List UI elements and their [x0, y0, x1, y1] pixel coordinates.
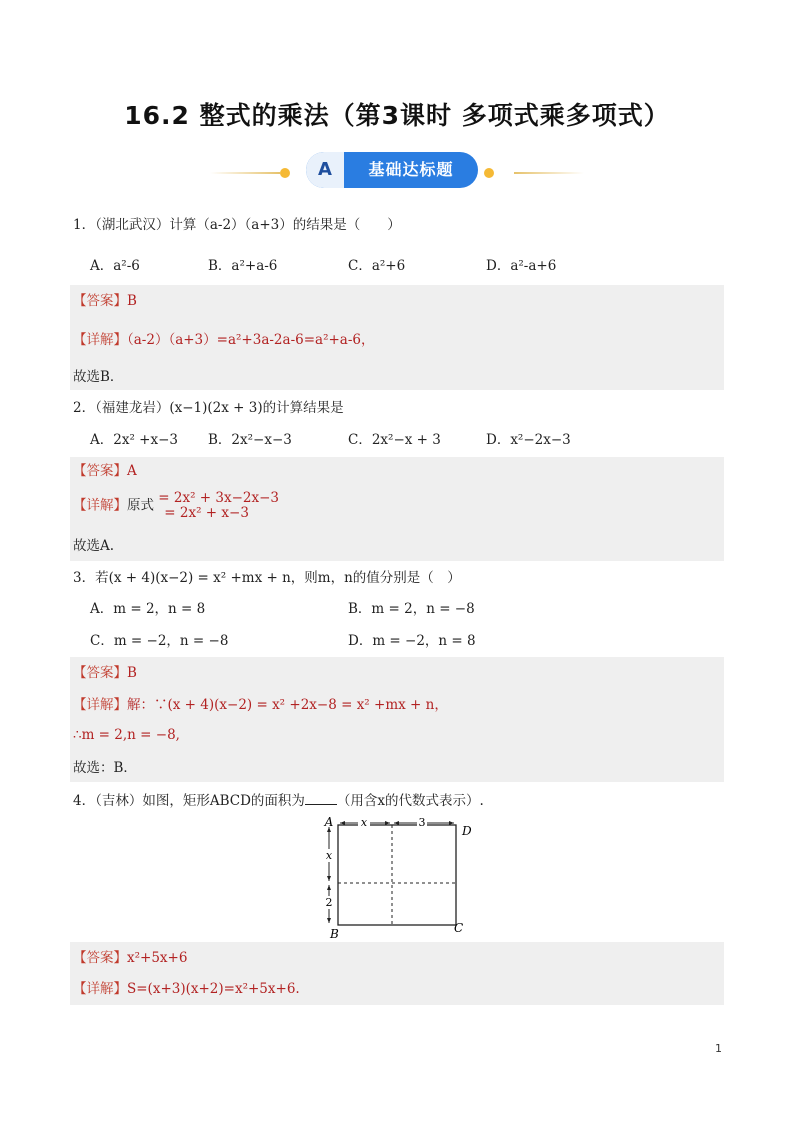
q2-detail-line2: = 2x² + x−3	[164, 505, 249, 521]
q1-option-b: B．a²+a-6	[208, 258, 278, 274]
answer-tag: 【答案】	[73, 293, 127, 309]
rect-outline	[338, 825, 456, 925]
q3-option-b: B．m = 2，n = −8	[348, 601, 475, 617]
corner-d-label: D	[462, 824, 472, 838]
answer-tag: 【答案】	[73, 950, 127, 966]
q2-answer: A	[127, 463, 137, 479]
corner-b-label: B	[330, 927, 339, 941]
q3-answer: B	[127, 665, 137, 681]
q4-detail: S=(x+3)(x+2)=x²+5x+6.	[127, 981, 300, 997]
detail-tag: 【详解】	[73, 981, 127, 997]
banner-line-right	[514, 172, 584, 174]
arrowhead	[327, 918, 331, 923]
banner-line-left	[210, 172, 280, 174]
rectangle-figure	[320, 815, 480, 945]
corner-a-label: A	[324, 815, 334, 829]
detail-tag: 【详解】	[73, 332, 127, 348]
q1-option-a: A．a²-6	[90, 258, 140, 274]
arrowhead	[327, 876, 331, 881]
page-title: 16.2 整式的乘法（第3课时 多项式乘多项式）	[124, 101, 670, 130]
q3-detail-2: ∴m = 2,n = −8,	[73, 727, 180, 743]
detail-tag: 【详解】	[73, 697, 127, 713]
section-letter: A	[306, 152, 344, 188]
answer-tag: 【答案】	[73, 665, 127, 681]
q3-option-c: C．m = −2，n = −8	[90, 633, 229, 649]
q1-detail: （a-2）（a+3）=a²+3a-2a-6=a²+a-6，	[127, 332, 375, 348]
q3-detail: 解：∵(x + 4)(x−2) = x² +2x−8 = x² +mx + n，	[127, 697, 448, 713]
banner-dot-left	[280, 168, 290, 178]
q1-conclusion: 故选B．	[73, 369, 124, 385]
q2-option-a: A．2x² +x−3	[90, 432, 178, 448]
q4-stem-a: 4．（吉林）如图，矩形ABCD的面积为	[73, 793, 305, 809]
q4-answer: x²+5x+6	[127, 950, 188, 966]
q3-conclusion: 故选：B．	[73, 760, 137, 776]
q3-option-d: D．m = −2，n = 8	[348, 633, 476, 649]
q2-option-d: D．x²−2x−3	[486, 432, 571, 448]
q1-answer-box	[70, 285, 724, 390]
question-1-stem: 1．（湖北武汉）计算（a-2）（a+3）的结果是（ ）	[73, 217, 401, 233]
arrowhead	[327, 885, 331, 890]
q2-detail-line1: = 2x² + 3x−2x−3	[158, 490, 280, 506]
question-4-stem	[73, 790, 484, 811]
q2-detail-prefix: 原式	[127, 497, 154, 514]
section-pill	[306, 152, 478, 188]
q2-detail-stack	[158, 491, 279, 521]
left-x-label: x	[325, 849, 333, 862]
corner-c-label: C	[454, 921, 464, 935]
top-x-label: x	[360, 816, 368, 829]
answer-tag: 【答案】	[73, 463, 127, 479]
q1-answer: B	[127, 293, 137, 309]
q4-answer-box	[70, 942, 724, 1005]
page-number: 1	[715, 1042, 722, 1055]
q3-answer-box	[70, 657, 724, 782]
detail-tag: 【详解】	[73, 497, 127, 514]
section-label: 基础达标题	[368, 160, 454, 179]
q4-answer-blank[interactable]	[305, 790, 337, 805]
section-banner	[210, 152, 584, 188]
q2-option-b: B．2x²−x−3	[208, 432, 292, 448]
q1-option-d: D．a²-a+6	[486, 258, 557, 274]
question-3-stem: 3．若(x + 4)(x−2) = x² +mx + n，则m，n的值分别是（ ）	[73, 570, 461, 586]
top-3-label: 3	[418, 816, 426, 829]
q2-option-c: C．2x²−x + 3	[348, 432, 441, 448]
q3-option-a: A．m = 2，n = 8	[90, 601, 206, 617]
question-2-stem: 2．（福建龙岩）(x−1)(2x + 3)的计算结果是	[73, 400, 344, 416]
banner-dot-right	[484, 168, 494, 178]
q4-stem-b: （用含x的代数式表示）.	[336, 793, 484, 809]
q2-conclusion: 故选A.	[73, 538, 115, 554]
q2-answer-box	[70, 457, 724, 561]
left-2-label: 2	[325, 896, 333, 909]
q1-option-c: C．a²+6	[348, 258, 406, 274]
